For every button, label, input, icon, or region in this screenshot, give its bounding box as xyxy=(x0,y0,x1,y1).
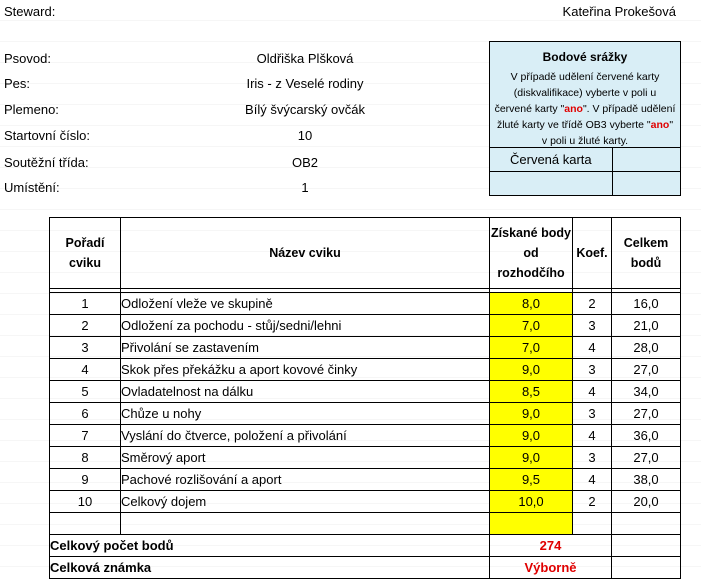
row-number: 8 xyxy=(50,447,121,469)
row-total: 36,0 xyxy=(612,425,681,447)
row-number: 4 xyxy=(50,359,121,381)
coefficient: 4 xyxy=(573,337,612,359)
exercise-name: Ovladatelnost na dálku xyxy=(121,381,490,403)
judge-points-input[interactable]: 10,0 xyxy=(490,491,573,513)
judge-points-input[interactable]: 9,0 xyxy=(490,447,573,469)
row-total: 21,0 xyxy=(612,315,681,337)
penalty-text-part-2: ". V případě udělení žluté karty ve třídě OB3 vyberte " xyxy=(496,103,676,131)
red-card-row xyxy=(490,147,680,172)
grade-blank xyxy=(612,557,681,579)
coefficient: 3 xyxy=(573,447,612,469)
steward-name[interactable]: Kateřina Prokešová xyxy=(562,4,676,19)
red-card-label: Červená karta xyxy=(510,152,592,167)
row-total: 27,0 xyxy=(612,359,681,381)
coefficient: 2 xyxy=(573,491,612,513)
row-total: 20,0 xyxy=(612,491,681,513)
header-points: Získané body od rozhodčího xyxy=(490,218,573,289)
row-number: 5 xyxy=(50,381,121,403)
penalty-ano-2: ano xyxy=(650,119,670,131)
total-points-row xyxy=(50,535,681,557)
table-body xyxy=(50,289,681,579)
table-row xyxy=(50,381,681,403)
row-number: 10 xyxy=(50,491,121,513)
total-points-blank xyxy=(612,535,681,557)
exercise-name: Směrový aport xyxy=(121,447,490,469)
empty-cell xyxy=(121,513,490,535)
table-row xyxy=(50,491,681,513)
yellow-card-divider xyxy=(612,172,613,196)
empty-cell xyxy=(50,513,121,535)
breed-label: Plemeno: xyxy=(4,102,59,117)
coefficient: 2 xyxy=(573,293,612,315)
handler-label: Psovod: xyxy=(4,51,51,66)
placement-label: Umístění: xyxy=(4,180,60,195)
judge-points-input[interactable]: 8,0 xyxy=(490,293,573,315)
header-order: Pořadí cviku xyxy=(50,218,121,289)
table-row xyxy=(50,293,681,315)
judge-points-input[interactable]: 9,0 xyxy=(490,403,573,425)
penalty-instructions xyxy=(494,69,676,149)
class-label: Soutěžní třída: xyxy=(4,155,89,170)
total-points-value: 274 xyxy=(490,535,612,557)
grade-row xyxy=(50,557,681,579)
empty-cell xyxy=(573,513,612,535)
row-total: 27,0 xyxy=(612,403,681,425)
table-row xyxy=(50,447,681,469)
grade-value: Výborně xyxy=(490,557,612,579)
table-row xyxy=(50,425,681,447)
coefficient: 3 xyxy=(573,315,612,337)
table-row xyxy=(50,403,681,425)
exercise-name: Odložení za pochodu - stůj/sedni/lehni xyxy=(121,315,490,337)
red-card-select[interactable] xyxy=(614,152,678,170)
table-row xyxy=(50,337,681,359)
table-row xyxy=(50,469,681,491)
yellow-card-row xyxy=(490,171,680,196)
judge-points-input[interactable]: 7,0 xyxy=(490,315,573,337)
exercise-table xyxy=(49,217,681,579)
class-value[interactable]: OB2 xyxy=(291,155,318,170)
total-points-label: Celkový počet bodů xyxy=(50,535,490,557)
judge-points-input[interactable]: 9,5 xyxy=(490,469,573,491)
header-total: Celkem bodů xyxy=(612,218,681,289)
exercise-name: Skok přes překážku a aport kovové činky xyxy=(121,359,490,381)
coefficient: 4 xyxy=(573,469,612,491)
penalty-text-part-1: V případě udělení červené karty (diskvalifikace) vyberte v poli u červené karty " xyxy=(494,71,660,115)
row-number: 2 xyxy=(50,315,121,337)
empty-cell xyxy=(612,513,681,535)
coefficient: 4 xyxy=(573,425,612,447)
row-total: 38,0 xyxy=(612,469,681,491)
row-total: 16,0 xyxy=(612,293,681,315)
row-number: 6 xyxy=(50,403,121,425)
header-coef: Koef. xyxy=(573,218,612,289)
table-row xyxy=(50,359,681,381)
judge-points-input[interactable]: 7,0 xyxy=(490,337,573,359)
penalty-box xyxy=(489,41,681,196)
judge-points-input[interactable]: 9,0 xyxy=(490,425,573,447)
exercise-name: Vyslání do čtverce, položení a přivolání xyxy=(121,425,490,447)
coefficient: 3 xyxy=(573,359,612,381)
table-row xyxy=(50,315,681,337)
exercise-name: Celkový dojem xyxy=(121,491,490,513)
exercise-name: Chůze u nohy xyxy=(121,403,490,425)
row-total: 28,0 xyxy=(612,337,681,359)
steward-label: Steward: xyxy=(4,4,56,19)
coefficient: 3 xyxy=(573,403,612,425)
coefficient: 4 xyxy=(573,381,612,403)
header-name: Název cviku xyxy=(121,218,490,289)
exercise-name: Přivolání se zastavením xyxy=(121,337,490,359)
table-empty-row xyxy=(50,513,681,535)
judge-points-input[interactable]: 8,5 xyxy=(490,381,573,403)
row-number: 7 xyxy=(50,425,121,447)
judge-points-input[interactable]: 9,0 xyxy=(490,359,573,381)
exercise-name: Pachové rozlišování a aport xyxy=(121,469,490,491)
handler-value[interactable]: Oldřiška Plšková xyxy=(256,51,354,66)
table-header-row xyxy=(50,218,681,289)
row-total: 34,0 xyxy=(612,381,681,403)
row-number: 1 xyxy=(50,293,121,315)
row-number: 3 xyxy=(50,337,121,359)
dog-value[interactable]: Iris - z Veselé rodiny xyxy=(246,76,364,91)
start-number-value[interactable]: 10 xyxy=(297,128,313,143)
row-number: 9 xyxy=(50,469,121,491)
placement-value[interactable]: 1 xyxy=(301,180,309,195)
row-total: 27,0 xyxy=(612,447,681,469)
penalty-text-part-3: " v poli u žluté karty. xyxy=(541,119,674,147)
yellow-card-select[interactable] xyxy=(614,176,678,194)
breed-value[interactable]: Bílý švýcarský ovčák xyxy=(245,102,365,117)
dog-label: Pes: xyxy=(4,76,31,91)
red-card-divider xyxy=(612,148,613,172)
start-number-label: Startovní číslo: xyxy=(4,128,90,143)
empty-points-cell[interactable] xyxy=(490,513,573,535)
penalty-title: Bodové srážky xyxy=(542,50,628,64)
grade-label: Celková známka xyxy=(50,557,490,579)
exercise-name: Odložení vleže ve skupině xyxy=(121,293,490,315)
penalty-ano-1: ano xyxy=(564,103,583,115)
